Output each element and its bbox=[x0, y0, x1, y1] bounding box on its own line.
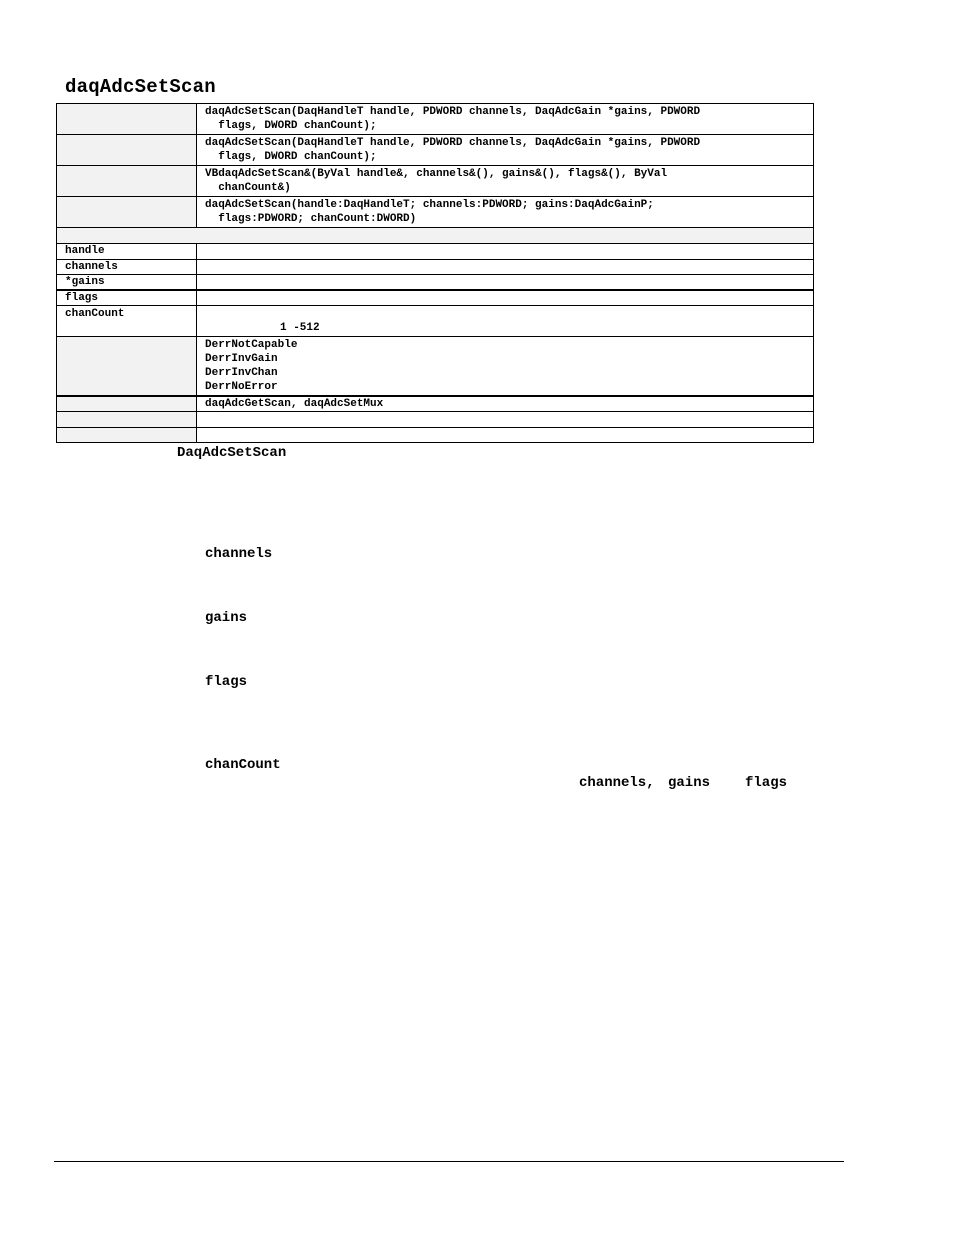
param-range: 1 -512 bbox=[280, 322, 320, 334]
param-name: channels bbox=[57, 259, 197, 275]
row-label bbox=[57, 412, 197, 428]
term-channels: channels bbox=[205, 546, 273, 562]
function-reference-table bbox=[56, 103, 814, 443]
prototype-delphi: daqAdcSetScan(handle:DaqHandleT; channels:PDWORD; gains:DaqAdcGainP; flags:PDWORD; chanCount:DWORD) bbox=[197, 197, 814, 228]
param-row-flags bbox=[57, 290, 814, 306]
see-also: daqAdcGetScan, daqAdcSetMux bbox=[197, 396, 814, 412]
prototype-row-4 bbox=[57, 197, 814, 228]
error-code: DerrInvChan bbox=[205, 367, 278, 379]
row-label bbox=[57, 337, 197, 397]
row-label bbox=[57, 197, 197, 228]
prototype-row-2 bbox=[57, 135, 814, 166]
param-name: flags bbox=[57, 290, 197, 306]
term-chancount: chanCount bbox=[205, 757, 281, 773]
param-row-gains bbox=[57, 275, 814, 291]
prototype-row-3 bbox=[57, 166, 814, 197]
param-description bbox=[197, 275, 814, 291]
param-description bbox=[197, 290, 814, 306]
param-description bbox=[197, 244, 814, 260]
error-list bbox=[197, 337, 814, 397]
empty-row bbox=[57, 412, 814, 428]
inline-term-channels: channels, bbox=[579, 775, 655, 791]
section-separator bbox=[57, 228, 814, 244]
row-label bbox=[57, 104, 197, 135]
empty-row bbox=[57, 427, 814, 443]
row-label bbox=[57, 427, 197, 443]
inline-term-flags: flags bbox=[745, 775, 788, 791]
param-row-channels bbox=[57, 259, 814, 275]
inline-term-gains: gains bbox=[668, 775, 711, 791]
param-description bbox=[197, 259, 814, 275]
returns-row bbox=[57, 337, 814, 397]
term-flags: flags bbox=[205, 674, 248, 690]
prototype-vb: VBdaqAdcSetScan&(ByVal handle&, channels&(), gains&(), flags&(), ByVal chanCount&) bbox=[197, 166, 814, 197]
row-label bbox=[57, 396, 197, 412]
term-gains: gains bbox=[205, 610, 248, 626]
param-name: *gains bbox=[57, 275, 197, 291]
prototype-cpp: daqAdcSetScan(DaqHandleT handle, PDWORD channels, DaqAdcGain *gains, PDWORD flags, DWORD chanCount); bbox=[197, 135, 814, 166]
param-name: handle bbox=[57, 244, 197, 260]
footer-rule bbox=[54, 1161, 844, 1162]
row-label bbox=[57, 135, 197, 166]
param-row-handle bbox=[57, 244, 814, 260]
prototype-row-1 bbox=[57, 104, 814, 135]
param-row-chancount bbox=[57, 306, 814, 337]
error-code: DerrNotCapable bbox=[205, 339, 298, 351]
error-code: DerrInvGain bbox=[205, 353, 278, 365]
function-name: DaqAdcSetScan bbox=[177, 445, 287, 461]
prototype-c: daqAdcSetScan(DaqHandleT handle, PDWORD channels, DaqAdcGain *gains, PDWORD flags, DWORD chanCount); bbox=[197, 104, 814, 135]
error-code: DerrNoError bbox=[205, 381, 278, 393]
page-title: daqAdcSetScan bbox=[65, 76, 216, 98]
param-description bbox=[197, 306, 814, 337]
param-name: chanCount bbox=[57, 306, 197, 337]
see-also-row bbox=[57, 396, 814, 412]
row-label bbox=[57, 166, 197, 197]
